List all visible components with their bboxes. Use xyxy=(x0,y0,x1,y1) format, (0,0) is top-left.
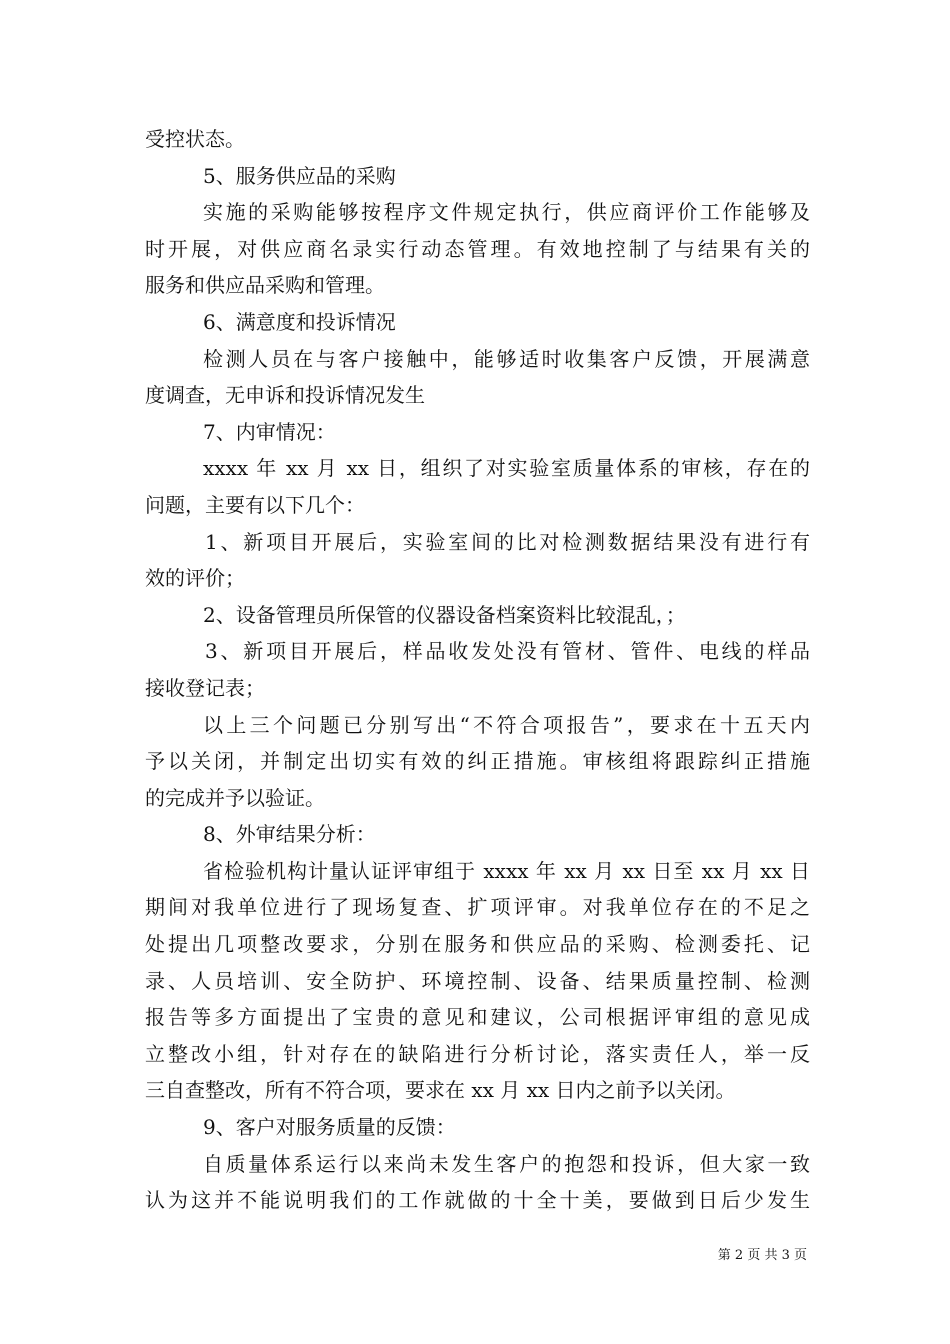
body-line: 实施的采购能够按程序文件规定执行，供应商评价工作能够及 xyxy=(203,200,810,225)
body-line: 立整改小组，针对存在的缺陷进行分析讨论，落实责任人，举一反 xyxy=(145,1041,810,1066)
body-line: 三自查整改，所有不符合项，要求在 xx 月 xx 日内之前予以关闭。 xyxy=(145,1078,736,1103)
body-line: 检测人员在与客户接触中，能够适时收集客户反馈，开展满意 xyxy=(203,346,810,371)
body-line: 受控状态。 xyxy=(145,127,245,151)
body-line: 处提出几项整改要求，分别在服务和供应品的采购、检测委托、记 xyxy=(145,932,810,957)
section-heading: 7、内审情况： xyxy=(203,419,336,444)
body-line: 时开展，对供应商名录实行动态管理。有效地控制了与结果有关的 xyxy=(145,236,810,261)
list-item: 1、新项目开展后，实验室间的比对检测数据结果没有进行有 xyxy=(205,529,810,554)
body-line: 录、人员培训、安全防护、环境控制、设备、结果质量控制、检测 xyxy=(145,968,810,993)
body-line: 效的评价； xyxy=(145,566,245,591)
body-line: xxxx 年 xx 月 xx 日，组织了对实验室质量体系的审核，存在的 xyxy=(203,456,810,481)
section-heading: 9、客户对服务质量的反馈： xyxy=(203,1115,456,1140)
list-item: 2、设备管理员所保管的仪器设备档案资料比较混乱，； xyxy=(203,602,686,627)
body-line: 自质量体系运行以来尚未发生客户的抱怨和投诉，但大家一致 xyxy=(203,1151,810,1176)
body-line: 的完成并予以验证。 xyxy=(145,785,325,810)
body-line: 接收登记表； xyxy=(145,675,265,700)
body-line: 以上三个问题已分别写出“不符合项报告”，要求在十五天内 xyxy=(203,712,810,737)
body-line: 问题，主要有以下几个： xyxy=(145,492,365,517)
body-line: 报告等多方面提出了宝贵的意见和建议，公司根据评审组的意见成 xyxy=(145,1005,810,1030)
body-line: 度调查，无申诉和投诉情况发生 xyxy=(145,383,425,408)
list-item: 3、新项目开展后，样品收发处没有管材、管件、电线的样品 xyxy=(205,639,810,664)
body-line: 省检验机构计量认证评审组于 xxxx 年 xx 月 xx 日至 xx 月 xx 日 xyxy=(203,858,810,883)
body-line: 服务和供应品采购和管理。 xyxy=(145,273,385,298)
body-line: 认为这并不能说明我们的工作就做的十全十美，要做到日后少发生 xyxy=(145,1188,810,1213)
document-body xyxy=(145,121,810,1219)
section-heading: 5、服务供应品的采购 xyxy=(203,163,396,188)
section-heading: 8、外审结果分析： xyxy=(203,822,376,847)
page-number-footer: 第 2 页 共 3 页 xyxy=(717,1248,807,1263)
body-line: 期间对我单位进行了现场复查、扩项评审。对我单位存在的不足之 xyxy=(145,895,810,920)
section-heading: 6、满意度和投诉情况 xyxy=(203,309,396,334)
body-line: 予以关闭，并制定出切实有效的纠正措施。审核组将跟踪纠正措施 xyxy=(145,749,810,774)
